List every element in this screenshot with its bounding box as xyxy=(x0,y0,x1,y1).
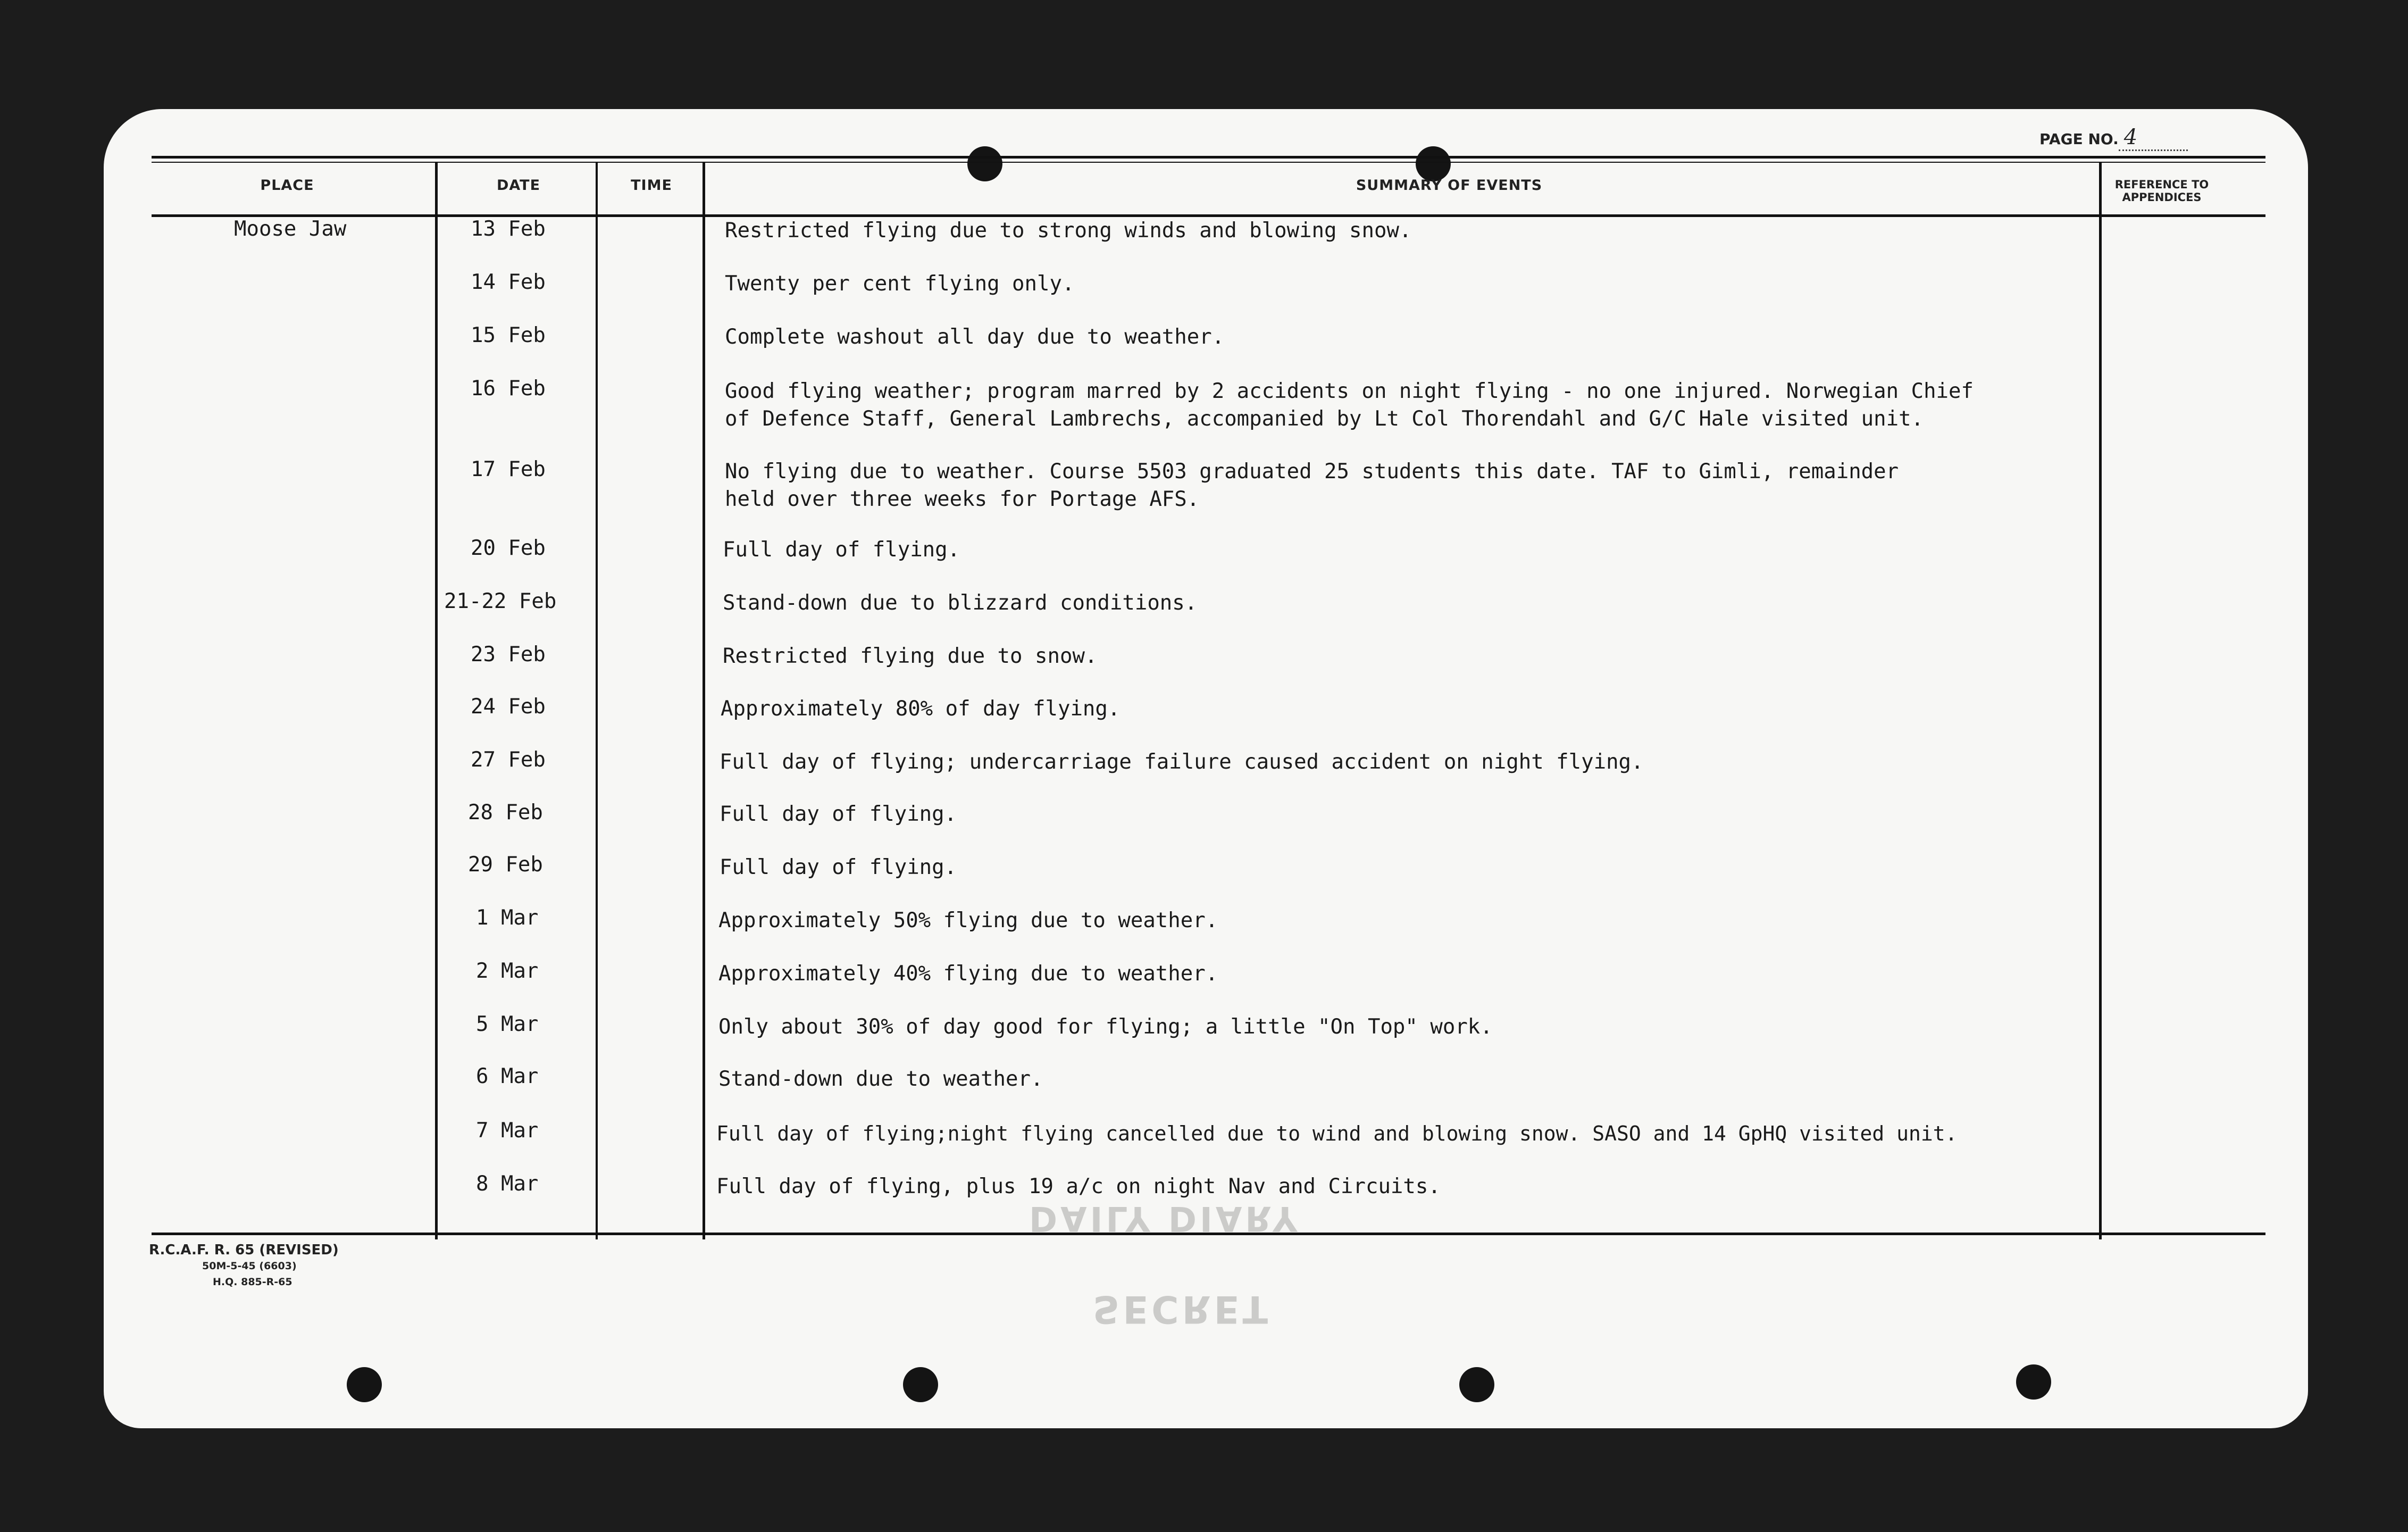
entry-date: 21-22 Feb xyxy=(444,589,557,613)
divider-place-date xyxy=(435,162,438,1239)
entry-summary: Restricted flying due to strong winds and blowing snow. xyxy=(725,219,1412,243)
entry-summary: Restricted flying due to snow. xyxy=(723,644,1098,668)
entry-date: 23 Feb xyxy=(471,643,546,667)
column-header-reference: REFERENCE TO APPENDICES xyxy=(2114,178,2209,204)
entry-date: 16 Feb xyxy=(471,377,546,401)
entry-summary: Approximately 50% flying due to weather. xyxy=(718,909,1218,932)
entry-date: 6 Mar xyxy=(476,1064,539,1088)
top-hole-left xyxy=(967,146,1002,181)
entry-date: 13 Feb xyxy=(471,217,546,241)
entry-summary: Stand-down due to blizzard conditions. xyxy=(723,591,1198,615)
entry-date: 5 Mar xyxy=(476,1012,539,1036)
entry-date: 1 Mar xyxy=(476,906,539,930)
entry-date: 28 Feb xyxy=(468,801,543,825)
form-identifier xyxy=(149,1242,339,1290)
page-number xyxy=(2039,125,2188,151)
form-print-code: 50M-5-45 (6603) xyxy=(202,1260,297,1272)
entry-date: 7 Mar xyxy=(476,1119,539,1143)
header-rule-top-2 xyxy=(152,162,2265,163)
header-rule-top xyxy=(152,156,2265,159)
entry-date: 29 Feb xyxy=(468,853,543,877)
entry-date: 24 Feb xyxy=(471,695,546,719)
entry-summary: of Defence Staff, General Lambrechs, accompanied by Lt Col Thorendahl and G/C Hale visited unit. xyxy=(725,407,1924,431)
show-through-secret: SECRET xyxy=(1093,1287,1272,1331)
entry-summary: Approximately 40% flying due to weather. xyxy=(718,962,1218,986)
entry-summary: Good flying weather; program marred by 2 accidents on night flying - no one injured. Norwegian Chief xyxy=(725,379,1974,403)
entry-summary: Full day of flying;night flying cancelled due to wind and blowing snow. SASO and 14 GpHQ visited unit. xyxy=(716,1122,1958,1145)
entry-summary: Stand-down due to weather. xyxy=(718,1067,1043,1091)
entry-date: 15 Feb xyxy=(471,323,546,347)
divider-summary-ref xyxy=(2099,162,2102,1239)
entry-date: 27 Feb xyxy=(471,748,546,772)
form-hq-code: H.Q. 885-R-65 xyxy=(213,1276,292,1288)
bottom-hole-4 xyxy=(2016,1364,2051,1400)
entry-date: 17 Feb xyxy=(471,457,546,481)
entry-date: 20 Feb xyxy=(471,536,546,560)
entry-summary: Only about 30% of day good for flying; a little "On Top" work. xyxy=(718,1015,1493,1039)
entry-place: Moose Jaw xyxy=(234,217,347,241)
bottom-hole-2 xyxy=(903,1367,938,1402)
entry-summary: Approximately 80% of day flying. xyxy=(721,697,1121,721)
column-header-summary: SUMMARY OF EVENTS xyxy=(1356,177,1543,194)
column-header-date: DATE xyxy=(496,177,541,194)
show-through-daily-diary: DAILY DIARY xyxy=(1029,1198,1301,1238)
entry-date: 14 Feb xyxy=(471,270,546,294)
ref-header-rule-bottom xyxy=(2111,214,2265,217)
column-header-time: TIME xyxy=(631,177,672,194)
entry-summary: No flying due to weather. Course 5503 graduated 25 students this date. TAF to Gimli, remainder xyxy=(725,460,1899,484)
bottom-hole-3 xyxy=(1459,1367,1494,1402)
entry-summary: Full day of flying. xyxy=(720,855,957,879)
page-number-label: PAGE NO. xyxy=(2039,130,2119,148)
entry-summary: Full day of flying; undercarriage failure caused accident on night flying. xyxy=(720,750,1644,774)
entry-summary: Full day of flying. xyxy=(723,538,960,562)
entry-date: 8 Mar xyxy=(476,1172,539,1196)
divider-time-summary xyxy=(703,162,705,1239)
diary-sheet xyxy=(104,109,2308,1428)
entry-summary: Full day of flying, plus 19 a/c on night Nav and Circuits. xyxy=(716,1175,1441,1198)
bottom-hole-1 xyxy=(347,1367,382,1402)
entry-summary: held over three weeks for Portage AFS. xyxy=(725,487,1200,511)
divider-date-time xyxy=(596,162,598,1239)
column-header-place: PLACE xyxy=(260,177,314,194)
page-number-value: 4 xyxy=(2119,125,2188,151)
top-hole-right xyxy=(1416,146,1451,181)
entry-summary: Complete washout all day due to weather. xyxy=(725,325,1225,349)
entry-date: 2 Mar xyxy=(476,959,539,983)
entry-summary: Full day of flying. xyxy=(720,802,957,826)
form-number: R.C.A.F. R. 65 (REVISED) xyxy=(149,1242,339,1258)
entry-summary: Twenty per cent flying only. xyxy=(725,272,1075,296)
